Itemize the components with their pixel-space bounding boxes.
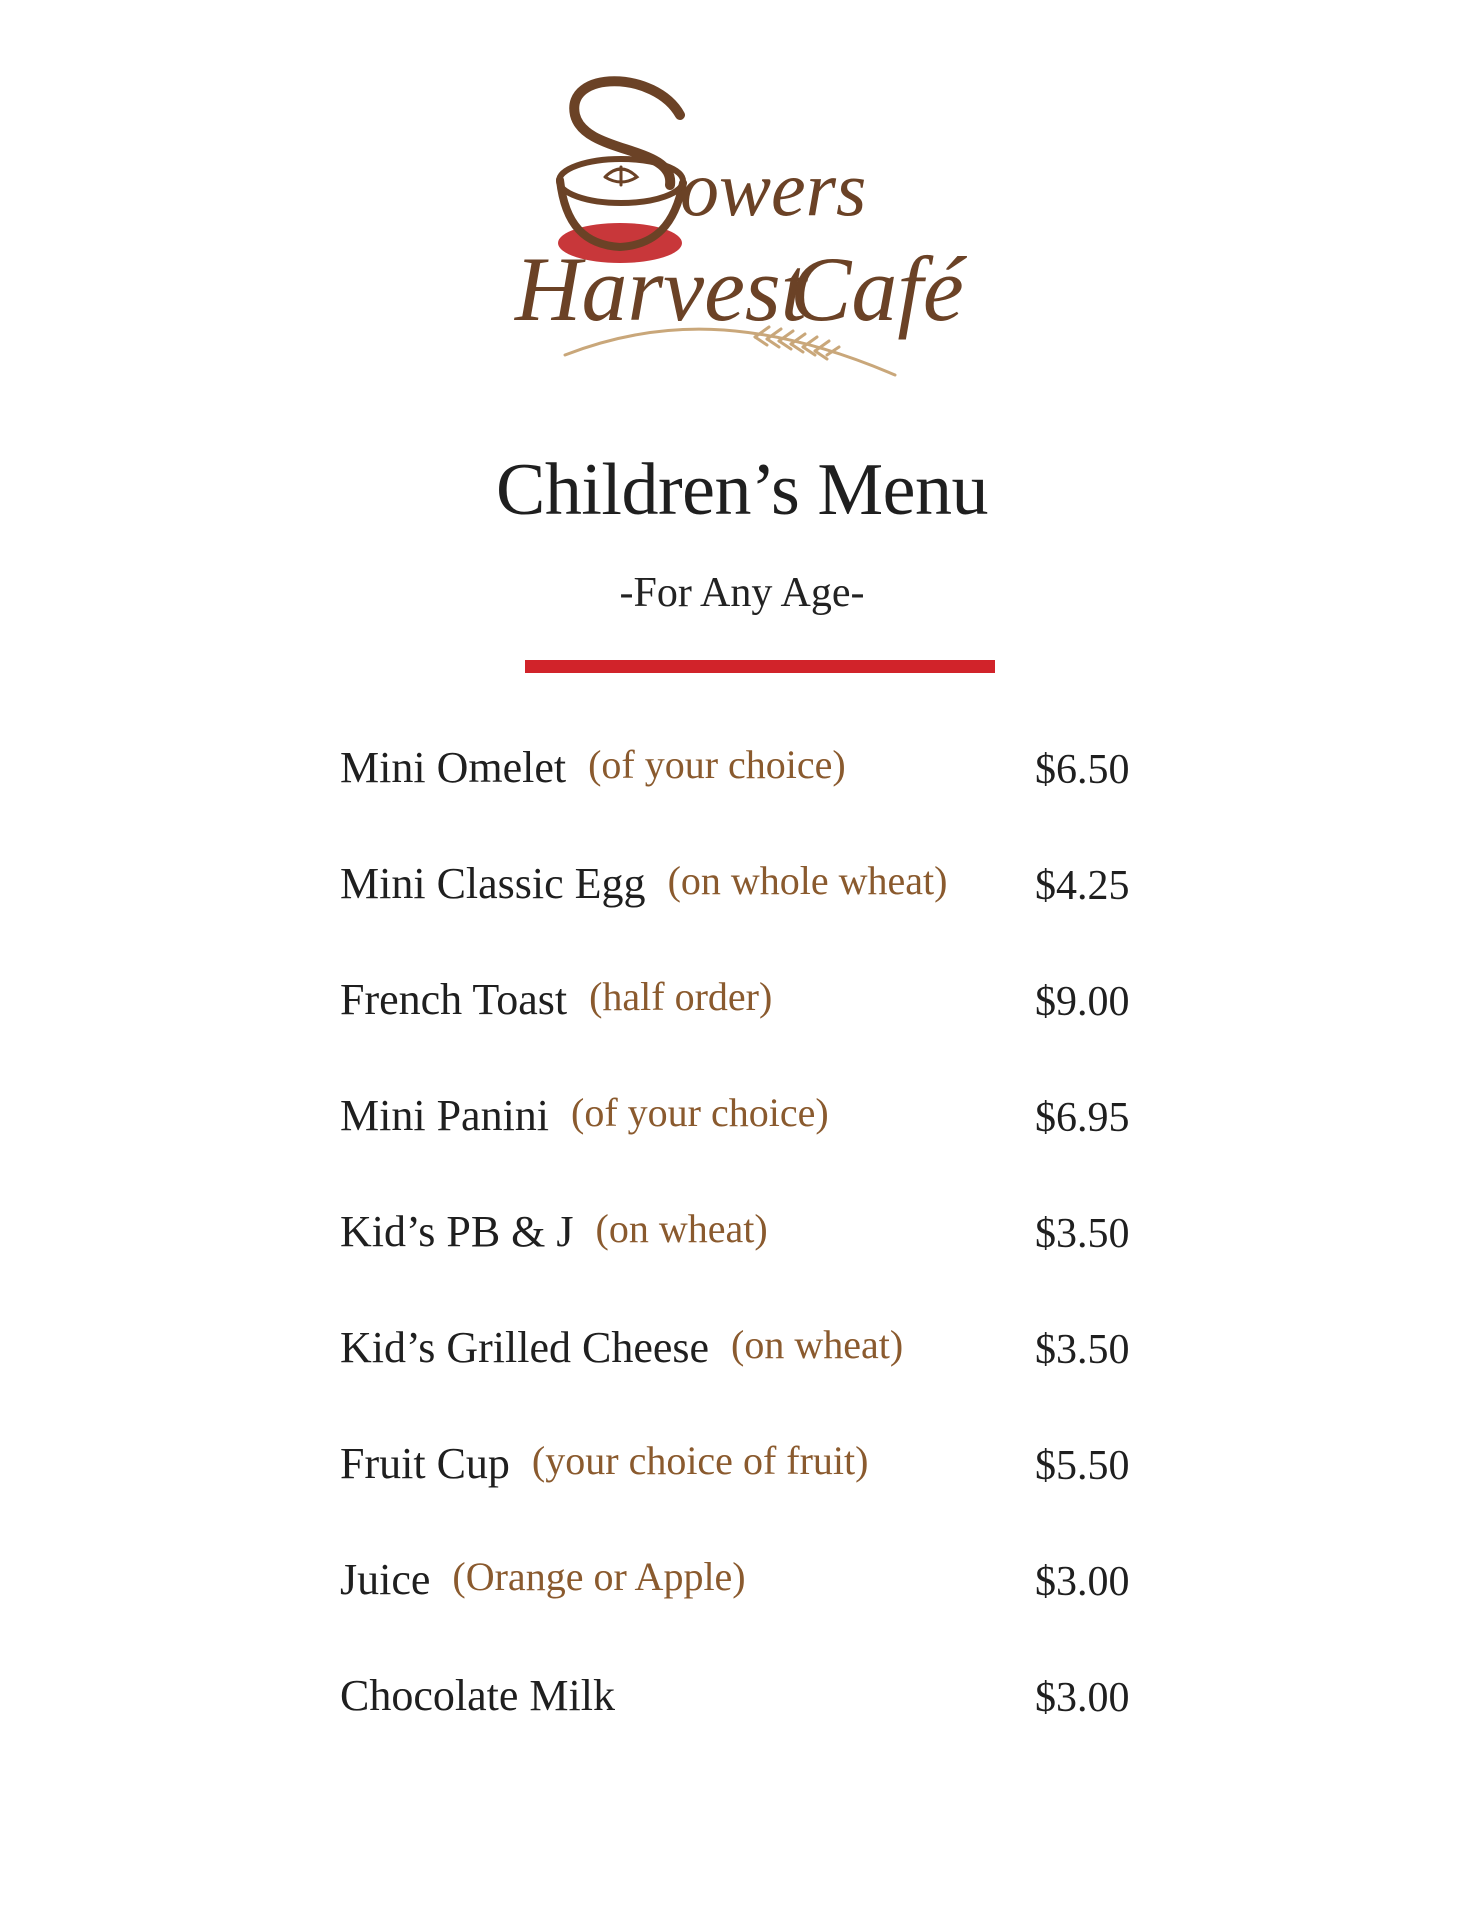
- menu-item-name: Mini Omelet: [340, 743, 567, 792]
- menu-item-note: (your choice of fruit): [531, 1438, 869, 1483]
- menu-item-note: (on wheat): [731, 1322, 904, 1367]
- svg-text:Harvest: Harvest: [515, 238, 807, 340]
- menu-item-note: (of your choice): [588, 742, 846, 787]
- sowers-harvest-cafe-logo: [505, 75, 975, 395]
- menu-item-price: $3.00: [1035, 1675, 1130, 1721]
- menu-item-price: $4.25: [1035, 863, 1130, 909]
- page-title: Children’s Menu: [496, 449, 988, 531]
- menu-item: [340, 1436, 1140, 1552]
- menu-list: [340, 740, 1140, 1784]
- title-divider: [525, 660, 995, 673]
- menu-item-price: $3.00: [1035, 1559, 1130, 1605]
- menu-item-price: $9.00: [1035, 979, 1130, 1025]
- menu-item-price: $6.95: [1035, 1095, 1130, 1141]
- menu-item-name: Mini Classic Egg: [340, 859, 646, 908]
- svg-text:Café: Café: [790, 238, 964, 340]
- menu-item: [340, 1552, 1140, 1668]
- menu-item-note: (on wheat): [595, 1206, 768, 1251]
- menu-item-price: $5.50: [1035, 1443, 1130, 1489]
- menu-item-note: (of your choice): [571, 1090, 829, 1135]
- menu-item-name: Kid’s PB & J: [340, 1207, 574, 1256]
- menu-item-note: (on whole wheat): [667, 858, 948, 903]
- menu-item: [340, 740, 1140, 856]
- menu-item: [340, 1668, 1140, 1784]
- menu-item: [340, 1320, 1140, 1436]
- menu-item: [340, 856, 1140, 972]
- menu-item-name: French Toast: [340, 975, 568, 1024]
- menu-item-price: $3.50: [1035, 1327, 1130, 1373]
- menu-item-name: Fruit Cup: [340, 1439, 510, 1488]
- menu-item: [340, 1204, 1140, 1320]
- svg-text:owers: owers: [680, 145, 867, 232]
- menu-item: [340, 972, 1140, 1088]
- menu-item-note: (Orange or Apple): [452, 1554, 746, 1599]
- menu-item-name: Chocolate Milk: [340, 1671, 615, 1720]
- page-subtitle: -For Any Age-: [619, 570, 865, 616]
- menu-item-name: Kid’s Grilled Cheese: [340, 1323, 710, 1372]
- menu-item-price: $3.50: [1035, 1211, 1130, 1257]
- menu-item: [340, 1088, 1140, 1204]
- menu-item-name: Juice: [340, 1555, 431, 1604]
- menu-item-price: $6.50: [1035, 747, 1130, 793]
- menu-item-name: Mini Panini: [340, 1091, 550, 1140]
- menu-item-note: (half order): [589, 974, 773, 1019]
